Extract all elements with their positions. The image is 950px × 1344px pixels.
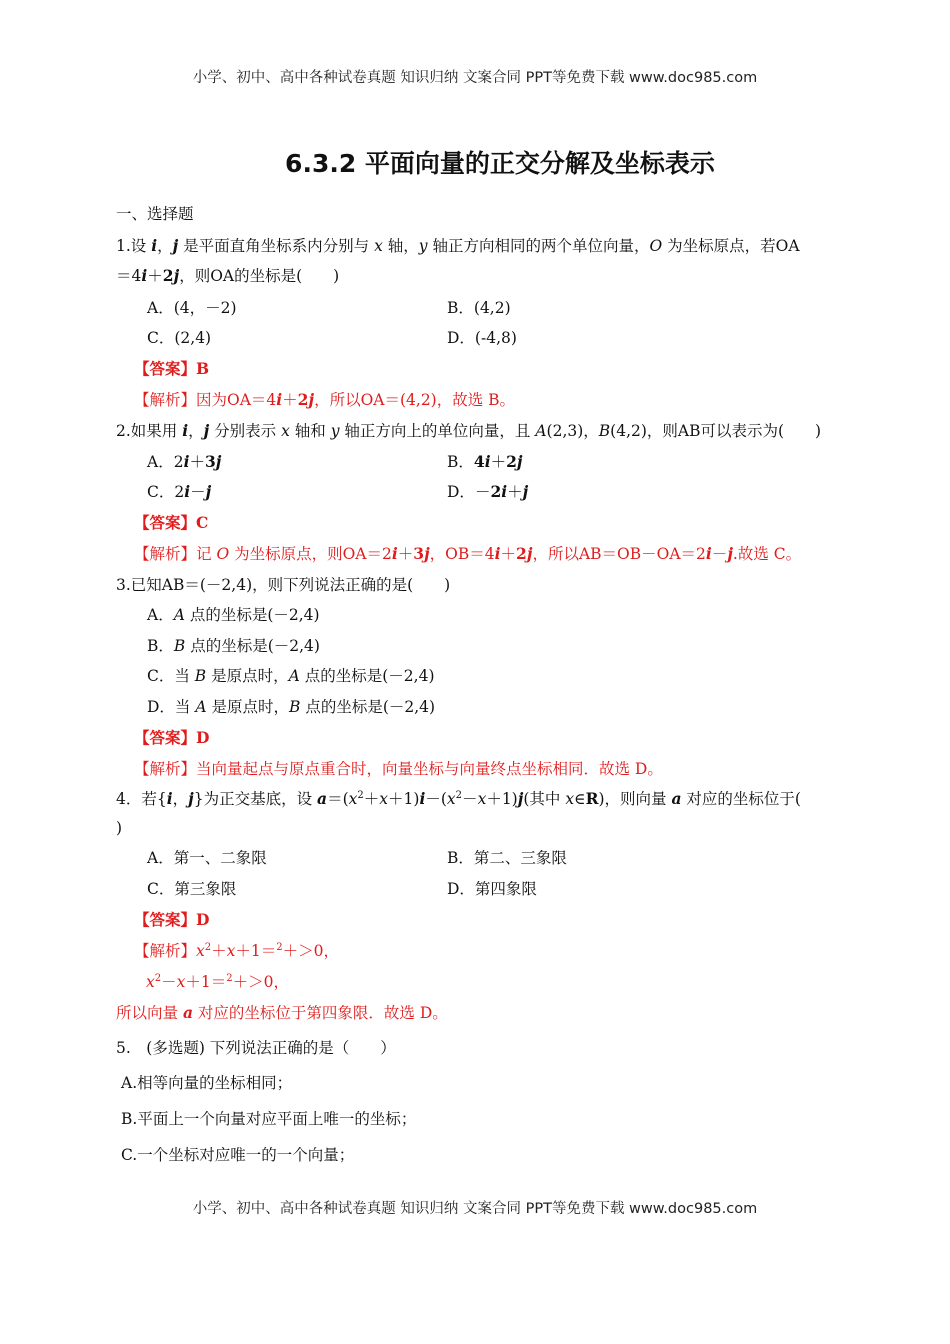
q2-options-row2 xyxy=(147,482,872,502)
section-heading: 一、选择题 xyxy=(116,205,194,223)
q1-explanation: 【解析】因为OA＝4i＋2j，所以OA＝(4,2)，故选 B。 xyxy=(134,390,516,409)
q4-stem-line1: 4．若{i，j}为正交基底，设 $a=(x^2+x+1)i-(x^2-x+1)j$(其中 x∈R)，则向量 a 对应的坐标位于( xyxy=(116,789,801,808)
q4-explanation-line2: $x^2-x+1=^2+>0$， xyxy=(146,972,290,991)
q1-options-row2 xyxy=(147,328,872,348)
q2-explanation: 【解析】记 O 为坐标原点，则OA＝2i＋3j，OB＝4i＋2j，所以AB＝OB－OA＝2i－j.故选 C。 xyxy=(134,544,802,563)
page-footer: 小学、初中、高中各种试卷真题 知识归纳 文案合同 PPT等免费下载 www.doc985.com xyxy=(192,1201,758,1217)
q2-option-c: C．2i－j xyxy=(147,482,212,501)
q4-option-b: B．第二、三象限 xyxy=(447,849,567,867)
q2-options-row1 xyxy=(147,452,872,472)
q4-option-a: A．第一、二象限 xyxy=(147,849,267,867)
q3-answer: 【答案】D xyxy=(134,728,210,747)
q5-option-b: B.平面上一个向量对应平面上唯一的坐标； xyxy=(121,1110,417,1128)
q2-option-a: A．2i＋3j xyxy=(147,452,222,471)
q1-option-a: A．(4，－2) xyxy=(147,299,237,317)
q2-answer: 【答案】C xyxy=(134,513,209,532)
q1-option-c: C．(2,4) xyxy=(147,329,212,347)
q1-stem-line2: ＝4i＋2j，则OA的坐标是( ) xyxy=(116,266,340,285)
q1-option-b: B．(4,2) xyxy=(447,299,511,317)
q4-options-row1 xyxy=(147,848,872,868)
page-title: 6.3.2 平面向量的正交分解及坐标表示 xyxy=(285,149,715,178)
q5-option-a: A.相等向量的坐标相同； xyxy=(121,1074,293,1092)
q1-options-row1 xyxy=(147,298,872,318)
q3-option-d: D．当 A 是原点时，B 点的坐标是(－2,4) xyxy=(147,698,436,716)
q4-stem-line2: ) xyxy=(116,819,123,837)
q4-conclusion: 所以向量 a 对应的坐标位于第四象限．故选 D。 xyxy=(116,1003,448,1022)
q1-option-d: D．(-4,8) xyxy=(447,329,517,347)
q4-option-d: D．第四象限 xyxy=(447,880,537,898)
q3-option-c: C．当 B 是原点时，A 点的坐标是(－2,4) xyxy=(147,667,435,685)
q3-explanation: 【解析】当向量起点与原点重合时，向量坐标与向量终点坐标相同．故选 D。 xyxy=(134,760,663,778)
q2-stem: 2.如果用 i，j 分别表示 x 轴和 y 轴正方向上的单位向量，且 A(2,3)，B(4,2)，则AB可以表示为( ) xyxy=(116,421,822,440)
q1-stem-line1: 1.设 i，j 是平面直角坐标系内分别与 x 轴，y 轴正方向相同的两个单位向量，O 为坐标原点，若OA xyxy=(116,236,800,255)
q4-answer: 【答案】D xyxy=(134,910,210,929)
page-header: 小学、初中、高中各种试卷真题 知识归纳 文案合同 PPT等免费下载 www.doc985.com xyxy=(192,70,758,86)
q1-answer: 【答案】B xyxy=(134,359,210,378)
q4-option-c: C．第三象限 xyxy=(147,880,237,898)
q5-option-c: C.一个坐标对应唯一的一个向量； xyxy=(121,1146,355,1164)
q2-option-d: D．－2i＋j xyxy=(447,482,529,501)
q3-stem: 3.已知AB＝(－2,4)，则下列说法正确的是( ) xyxy=(116,576,451,594)
q3-option-a: A．A 点的坐标是(－2,4) xyxy=(147,606,320,624)
q3-option-b: B．B 点的坐标是(－2,4) xyxy=(147,637,320,655)
q4-explanation-line1: 【解析】$x^2+x+1=^2+>0$， xyxy=(134,941,340,960)
q4-options-row2 xyxy=(147,879,872,899)
q2-option-b: B．4i＋2j xyxy=(447,452,523,471)
q5-stem: 5. (多选题) 下列说法正确的是（ ） xyxy=(116,1039,396,1057)
